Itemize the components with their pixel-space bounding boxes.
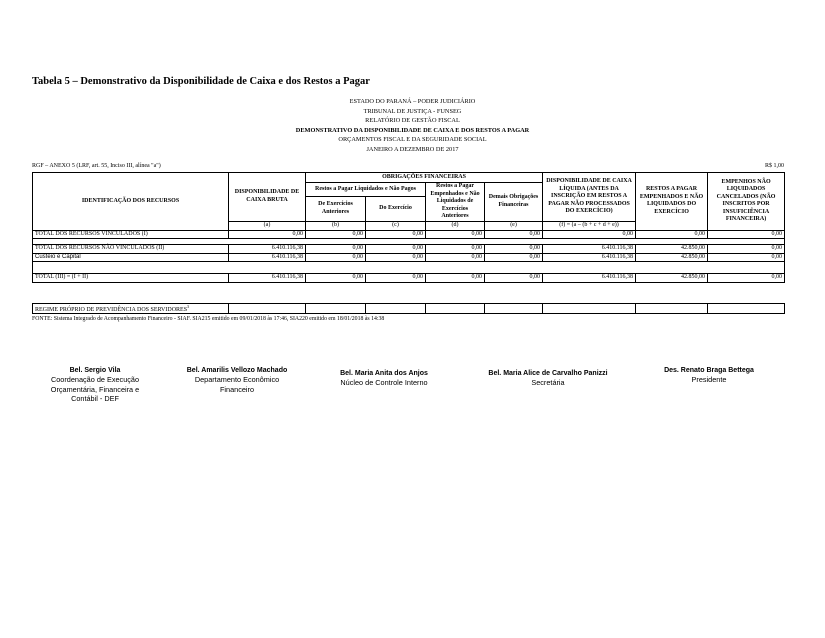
cell-value: 42.850,00 <box>636 245 708 254</box>
cell-value: 6.410.116,38 <box>229 253 306 262</box>
header-line: TRIBUNAL DE JUSTIÇA - FUNSEG <box>363 107 462 115</box>
header-line: DEMONSTRATIVO DA DISPONIBILIDADE DE CAIXA E DOS RESTOS A PAGAR <box>295 126 530 134</box>
page-title: Tabela 5 – Demonstrativo da Disponibilidade de Caixa e dos Restos a Pagar <box>32 76 370 87</box>
col-code-c: (c) <box>366 221 426 230</box>
cell-value: 0,00 <box>426 253 485 262</box>
signatory-name: Bel. Maria Alice de Carvalho Panizzi <box>488 370 608 377</box>
signatory-name: Bel. Amarilis Vellozo Machado <box>186 367 288 374</box>
signatory-role: Presidente <box>691 375 727 385</box>
signatory-role: Secretária <box>531 378 565 388</box>
cell-value: 6.410.116,38 <box>543 245 636 254</box>
header-exercicios-anteriores: De Exercícios Anteriores <box>306 196 366 221</box>
col-code-a: (a) <box>229 221 306 230</box>
cell-value: 0,00 <box>426 245 485 254</box>
header-line: RELATÓRIO DE GESTÃO FISCAL <box>365 117 460 125</box>
cell-value: 0,00 <box>366 274 426 283</box>
header-demais-obrigacoes: Demais Obrigações Financeiras <box>485 183 543 222</box>
header-disponibilidade-bruta: DISPONIBILIDADE DE CAIXA BRUTA <box>229 173 306 222</box>
currency-unit: R$ 1,00 <box>764 163 784 169</box>
rgf-annex: RGF – ANEXO 5 (LRF, art. 55, Inciso III, alínea "a") <box>32 163 161 169</box>
cell-value: 6.410.116,38 <box>543 274 636 283</box>
row-label: TOTAL DOS RECURSOS VINCULADOS (I) <box>33 230 229 239</box>
cell-value: 0,00 <box>306 253 366 262</box>
header-rp-empenhados: Restos a Pagar Empenhados e Não Liquidados de Exercícios Anteriores <box>426 183 485 222</box>
cell-value: 0,00 <box>708 274 785 283</box>
cell-value: 0,00 <box>306 230 366 239</box>
header-rp-nao-liquidados: RESTOS A PAGAR EMPENHADOS E NÃO LIQUIDADOS DO EXERCÍCIO <box>636 173 708 231</box>
cell-value: 6.410.116,38 <box>229 245 306 254</box>
table-row <box>33 245 785 254</box>
header-identificacao: IDENTIFICAÇÃO DOS RECURSOS <box>33 173 229 231</box>
cell-value: 0,00 <box>485 230 543 239</box>
signature-block <box>467 369 629 388</box>
cell-value: 0,00 <box>426 230 485 239</box>
signatory-name: Bel. Maria Anita dos Anjos <box>340 370 428 377</box>
cell-value: 0,00 <box>708 230 785 239</box>
cell-value: 0,00 <box>708 245 785 254</box>
header-disponibilidade-liquida: DISPONIBILIDADE DE CAIXA LÍQUIDA (ANTES DA INSCRIÇÃO EM RESTOS A PAGAR NÃO PROCESSADOS DO EXERCÍCIO) <box>543 173 636 222</box>
signatory-role: Coordenação de Execução Orçamentária, Financeira e Contábil - DEF <box>50 375 140 404</box>
header-line: ORÇAMENTOS FISCAL E DA SEGURIDADE SOCIAL <box>338 136 487 144</box>
header-line: ESTADO DO PARANÁ – PODER JUDICIÁRIO <box>349 98 476 105</box>
cell-value: 0,00 <box>543 230 636 239</box>
cell-value: 0,00 <box>426 274 485 283</box>
cell-value: 0,00 <box>636 230 708 239</box>
signature-block <box>172 366 302 394</box>
col-code-b: (b) <box>306 221 366 230</box>
cell-value: 0,00 <box>366 245 426 254</box>
cell-value: 0,00 <box>366 230 426 239</box>
signatory-role: Núcleo de Controle Interno <box>340 378 428 388</box>
signatory-name: Bel. Sergio Vila <box>69 367 121 374</box>
row-label: TOTAL DOS RECURSOS NÃO VINCULADOS (II) <box>33 245 229 254</box>
table-row <box>33 230 785 239</box>
spacer-row <box>33 262 785 274</box>
cell-value: 0,00 <box>366 253 426 262</box>
row-label: Custeio e Capital <box>33 253 229 262</box>
header-do-exercicio: Do Exercício <box>366 196 426 221</box>
cell-value: 0,00 <box>229 230 306 239</box>
signatory-name: Des. Renato Braga Bettega <box>664 367 754 374</box>
col-code-f: (f) = (a – (b + c + d + e)) <box>543 221 636 230</box>
row-label: TOTAL (III) = (I + II) <box>33 274 229 283</box>
col-code-d: (d) <box>426 221 485 230</box>
signature-block <box>322 369 446 388</box>
cell-value: 0,00 <box>485 253 543 262</box>
header-empenhos-cancelados: EMPENHOS NÃO LIQUIDADOS CANCELADOS (NÃO INSCRITOS POR INSUFICIÊNCIA FINANCEIRA) <box>708 173 785 231</box>
signature-block <box>646 366 772 385</box>
cash-availability-table <box>32 172 785 283</box>
regime-text: REGIME PRÓPRIO DE PREVIDÊNCIA DOS SERVIDORES <box>35 307 188 313</box>
col-code-e: (e) <box>485 221 543 230</box>
regime-table <box>32 303 785 314</box>
cell-value: 42.850,00 <box>636 253 708 262</box>
cell-value: 6.410.116,38 <box>543 253 636 262</box>
signatory-role: Departamento Econômico Financeiro <box>194 375 280 394</box>
signature-block <box>40 366 150 404</box>
header-obrigacoes: OBRIGAÇÕES FINANCEIRAS <box>306 173 543 183</box>
cell-value: 42.850,00 <box>636 274 708 283</box>
regime-label <box>33 304 229 314</box>
cell-value: 0,00 <box>485 245 543 254</box>
cell-value: 0,00 <box>485 274 543 283</box>
header-rp-liquidados: Restos a Pagar Liquidados e Não Pagos <box>306 183 426 197</box>
cell-value: 0,00 <box>708 253 785 262</box>
cell-value: 6.410.116,38 <box>229 274 306 283</box>
regime-footnote-marker: 3 <box>187 304 190 309</box>
cell-value: 0,00 <box>306 245 366 254</box>
cell-value: 0,00 <box>306 274 366 283</box>
source-note: FONTE: Sistema Integrado de Acompanhamento Financeiro - SIAF. SIA215 emitido em 09/01/2018 às 17:46, SIA220 emitido em 18/01/2018 às 14:38 <box>32 316 385 322</box>
rgf-line <box>32 163 784 169</box>
table-row <box>33 274 785 283</box>
header-line: JANEIRO A DEZEMBRO DE 2017 <box>366 145 459 153</box>
report-header <box>0 97 825 155</box>
table-row <box>33 253 785 262</box>
